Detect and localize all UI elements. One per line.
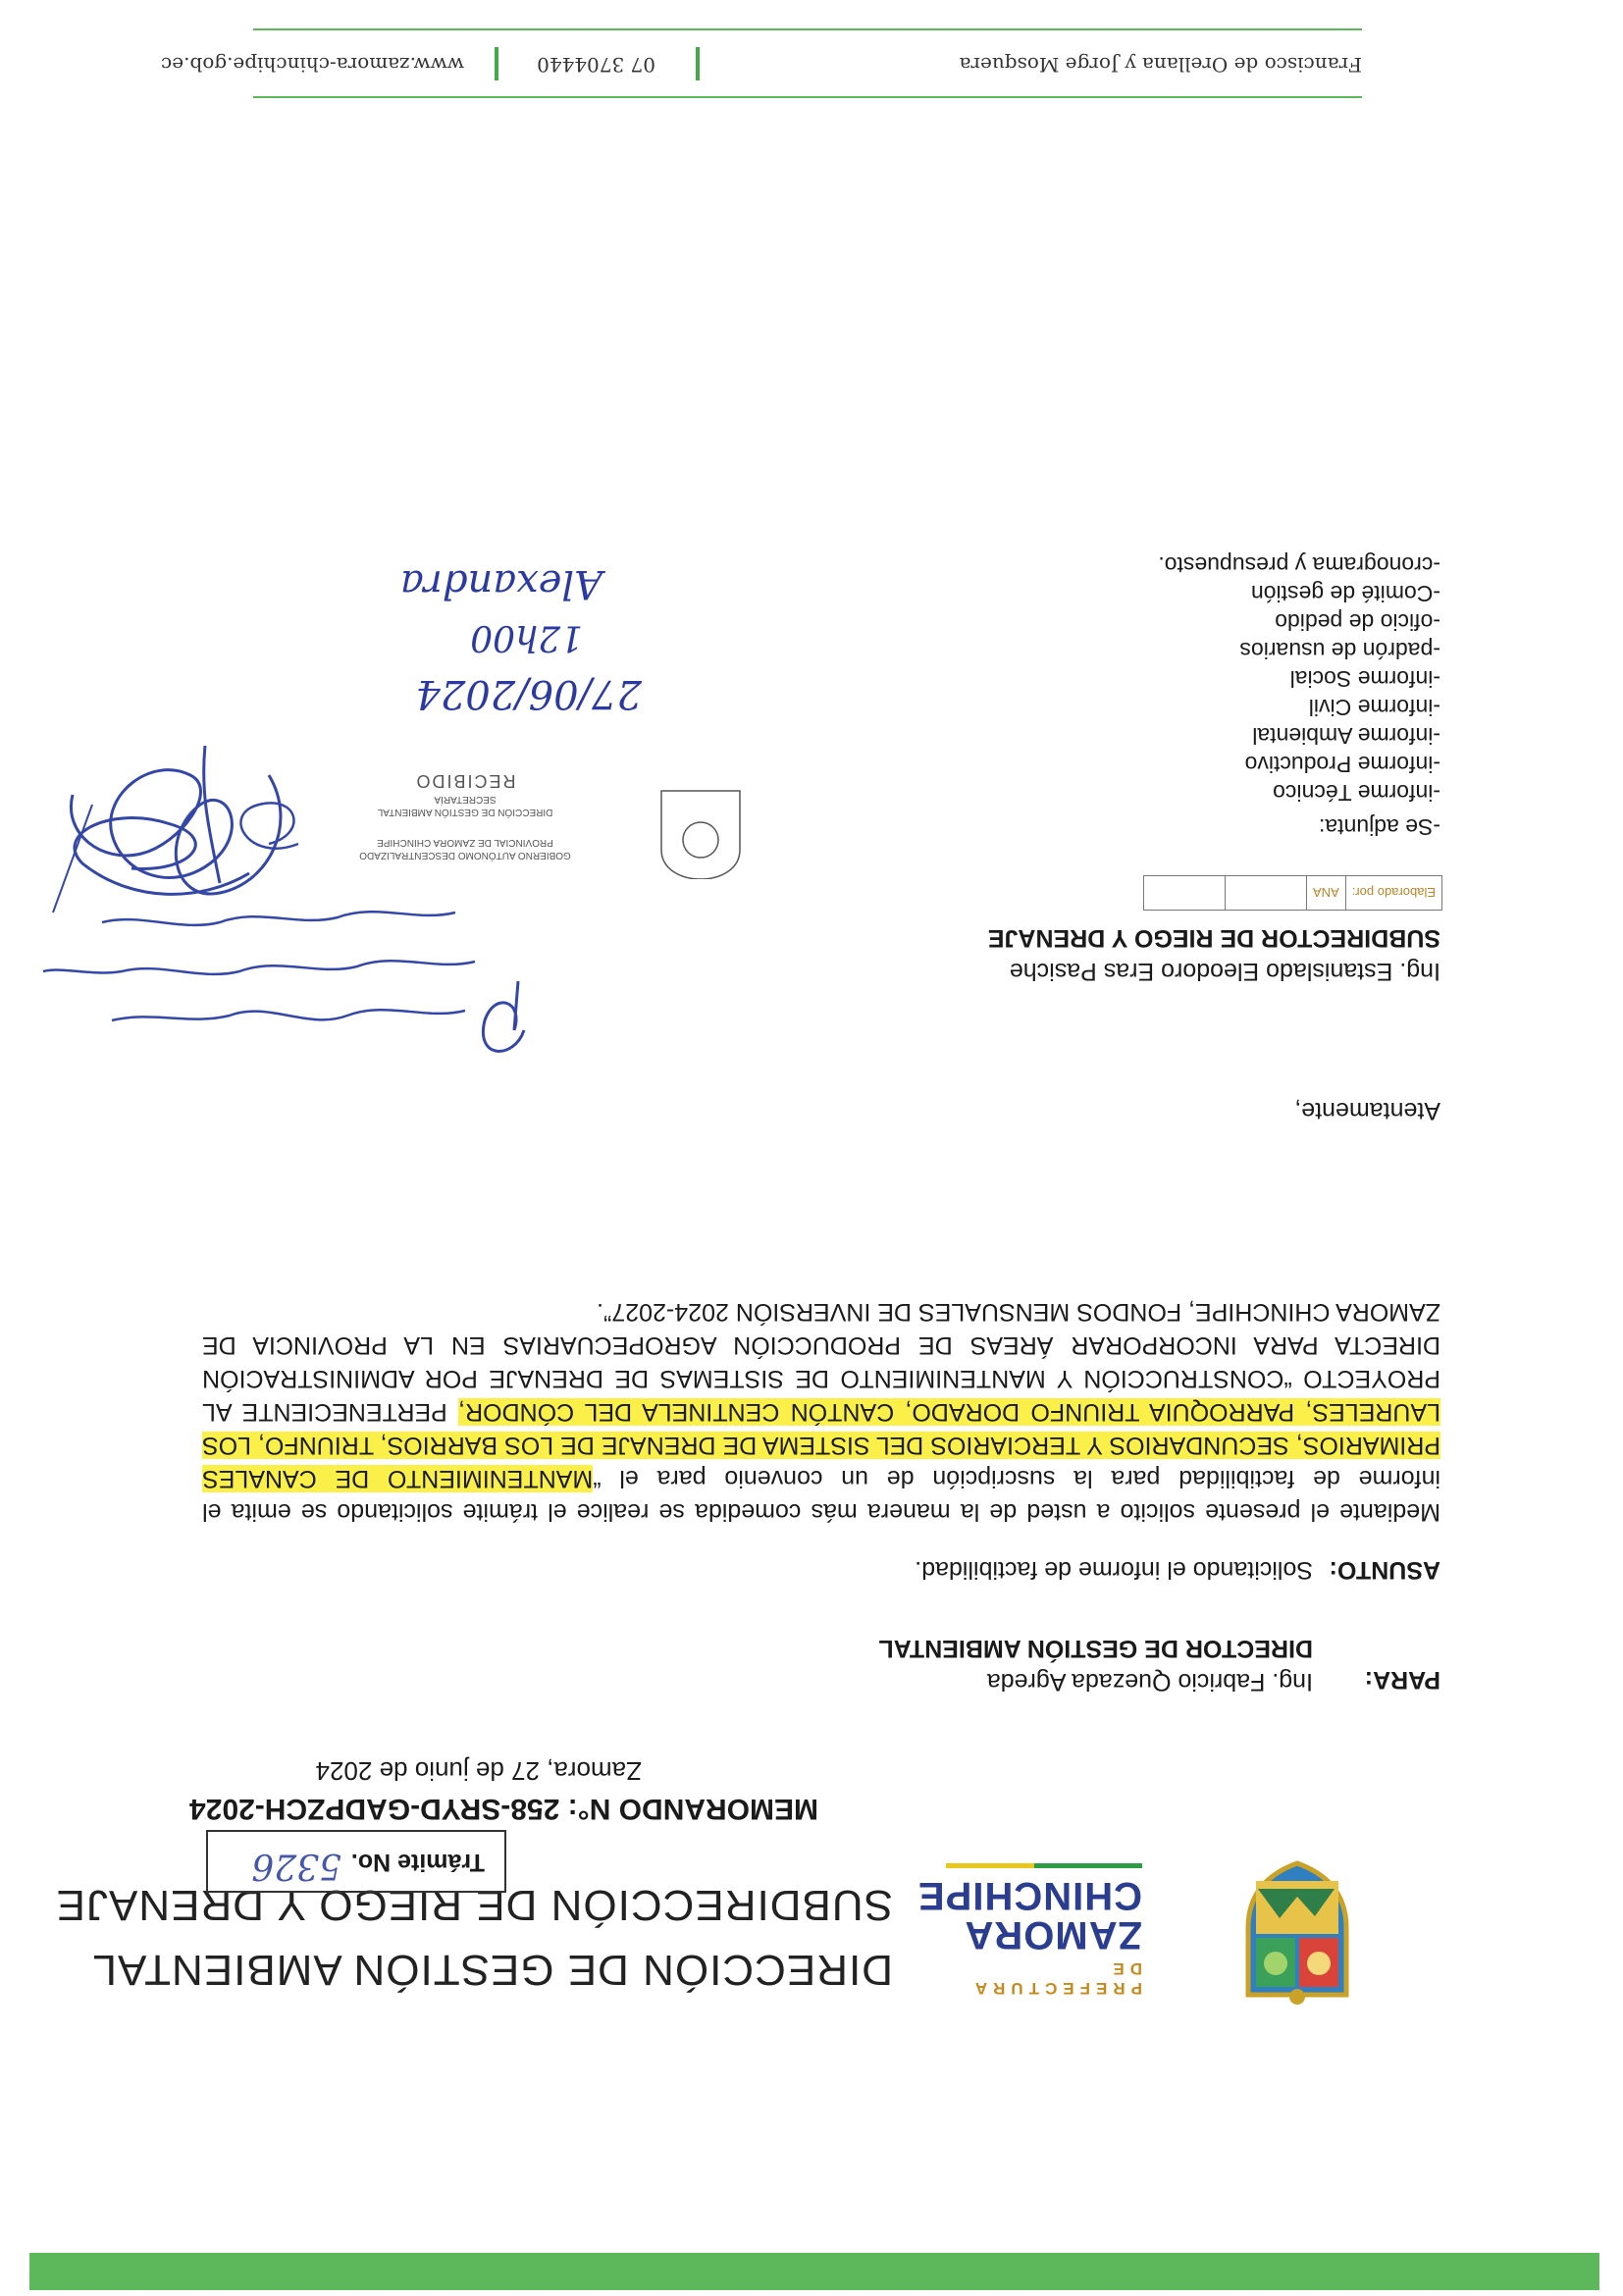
highlighted-text: MANTENIMIENTO DE CANALES PRIMARIOS, SECUNDARIOS Y TERCIARIOS DEL SISTEMA DE DRENAJE DE LOS BARRIOS, TRIUNFO, LOS LAURELES, PARROQUIA TRIUNFO DORADO, CANTÓN CENTINELA DEL CÓNDOR, xyxy=(202,1398,1440,1492)
stamp-org-line-2: PROVINCIAL DE ZAMORA CHINCHIPE xyxy=(377,837,553,848)
prepared-value: ANA xyxy=(1306,876,1345,911)
logo-line-1: ZAMORA xyxy=(964,1913,1142,1957)
list-item: -informe Civil xyxy=(1308,695,1440,720)
tramite-label: Trámite No. xyxy=(350,1849,485,1876)
closing-regards: Atentamente, xyxy=(1294,1097,1440,1124)
stamp-name: Alexandra xyxy=(399,561,602,606)
footer-top-rule xyxy=(253,96,1362,98)
stamp-time: 12h00 xyxy=(470,617,583,657)
para-label: PARA: xyxy=(1364,1666,1440,1694)
footer-phone: 07 3704440 xyxy=(537,53,655,77)
list-item: -Comité de gestión xyxy=(1250,581,1440,606)
subdirection-title: SUBDIRECCIÓN DE RIEGO Y DRENAJE xyxy=(55,1881,893,1929)
memo-title: MEMORANDO N°: 258-SRYD-GADPZCH-2024 xyxy=(189,1793,818,1825)
attachments-label: -Se adjunta: xyxy=(1318,814,1440,840)
list-item: -informe Productivo xyxy=(1244,752,1440,777)
body-paragraph xyxy=(202,1295,1440,1529)
list-item: -oficio de pedido xyxy=(1275,609,1440,635)
footer-bottom-rule xyxy=(253,28,1362,30)
asunto-text: Solicitando el informe de factibilidad. xyxy=(915,1556,1313,1584)
prepared-by-table xyxy=(1143,875,1442,911)
stamp-unit-line-1: DIRECCIÓN DE GESTIÓN AMBIENTAL xyxy=(377,807,553,817)
list-item: -padrón de usuarios xyxy=(1239,638,1440,663)
stamp-org-line-1: GOBIERNO AUTÓNOMO DESCENTRALIZADO xyxy=(359,850,571,861)
signer-name: Ing. Estanislado Eleodoro Eras Pasiche xyxy=(1009,958,1440,985)
recipient-title: DIRECTOR DE GESTIÓN AMBIENTAL xyxy=(878,1635,1313,1662)
stamp-date: 27/06/2024 xyxy=(415,671,642,716)
list-item: -informe Técnico xyxy=(1273,780,1440,806)
prepared-empty-1 xyxy=(1225,876,1306,911)
body-part-1: Mediante el presente solicito a usted de la manera más comedida se realice el trámite solicitando se emita el informe de factibilidad para la suscripción de un convenio para el “ xyxy=(202,1465,1440,1526)
asunto-label: ASUNTO: xyxy=(1329,1556,1440,1584)
prefecture-crest-icon xyxy=(1230,1859,1364,2007)
list-item: -informe Social xyxy=(1289,666,1440,692)
footer-separator xyxy=(696,47,700,80)
attachments-list xyxy=(1158,550,1440,807)
prefecture-logo-text xyxy=(916,1863,1142,1998)
tramite-number: 5326 xyxy=(251,1846,341,1886)
footer-address: Francisco de Orellana y Jorge Mosquera xyxy=(959,53,1362,77)
list-item: -informe Ambiental xyxy=(1252,723,1440,749)
direction-title: DIRECCIÓN DE GESTIÓN AMBIENTAL xyxy=(91,1946,893,1994)
recipient-name: Ing. Fabricio Quezada Agreda xyxy=(986,1668,1313,1696)
bottom-green-bar xyxy=(29,2253,1599,2290)
memo-date: Zamora, 27 de junio de 2024 xyxy=(315,1756,642,1786)
stamp-unit-line-2: SECRETARÍA xyxy=(434,794,497,805)
footer-separator xyxy=(495,47,498,80)
body-part-2: PERTENECIENTE AL PROYECTO “CONSTRUCCIÓN Y MANTENIMIENTO DE SISTEMAS DE DRENAJE POR ADMINISTRACIÓN DIRECTA PARA INCORPORAR ÁREAS DE PRODUCCIÓN AGROPECUARIAS EN LA PROVINCIA DE ZAMORA CHINCHIPE, FONDOS MENSUALES DE INVERSIÓN 2024-2027”. xyxy=(202,1298,1440,1426)
footer-website: www.zamora-chinchipe.gob.ec xyxy=(161,53,464,77)
stamp-status: RECIBIDO xyxy=(414,771,516,791)
stamp-org xyxy=(288,771,642,861)
logo-rule xyxy=(946,1863,1142,1868)
list-item: -cronograma y presupuesto. xyxy=(1158,552,1440,578)
prepared-empty-2 xyxy=(1143,876,1225,911)
signer-title: SUBDIRECTOR DE RIEGO Y DRENAJE xyxy=(987,924,1440,952)
logo-prefix: PREFECTURA DE xyxy=(969,1959,1142,1998)
logo-line-2: CHINCHIPE xyxy=(916,1874,1142,1917)
prepared-label: Elaborado por: xyxy=(1345,876,1441,911)
footer xyxy=(161,37,1362,77)
